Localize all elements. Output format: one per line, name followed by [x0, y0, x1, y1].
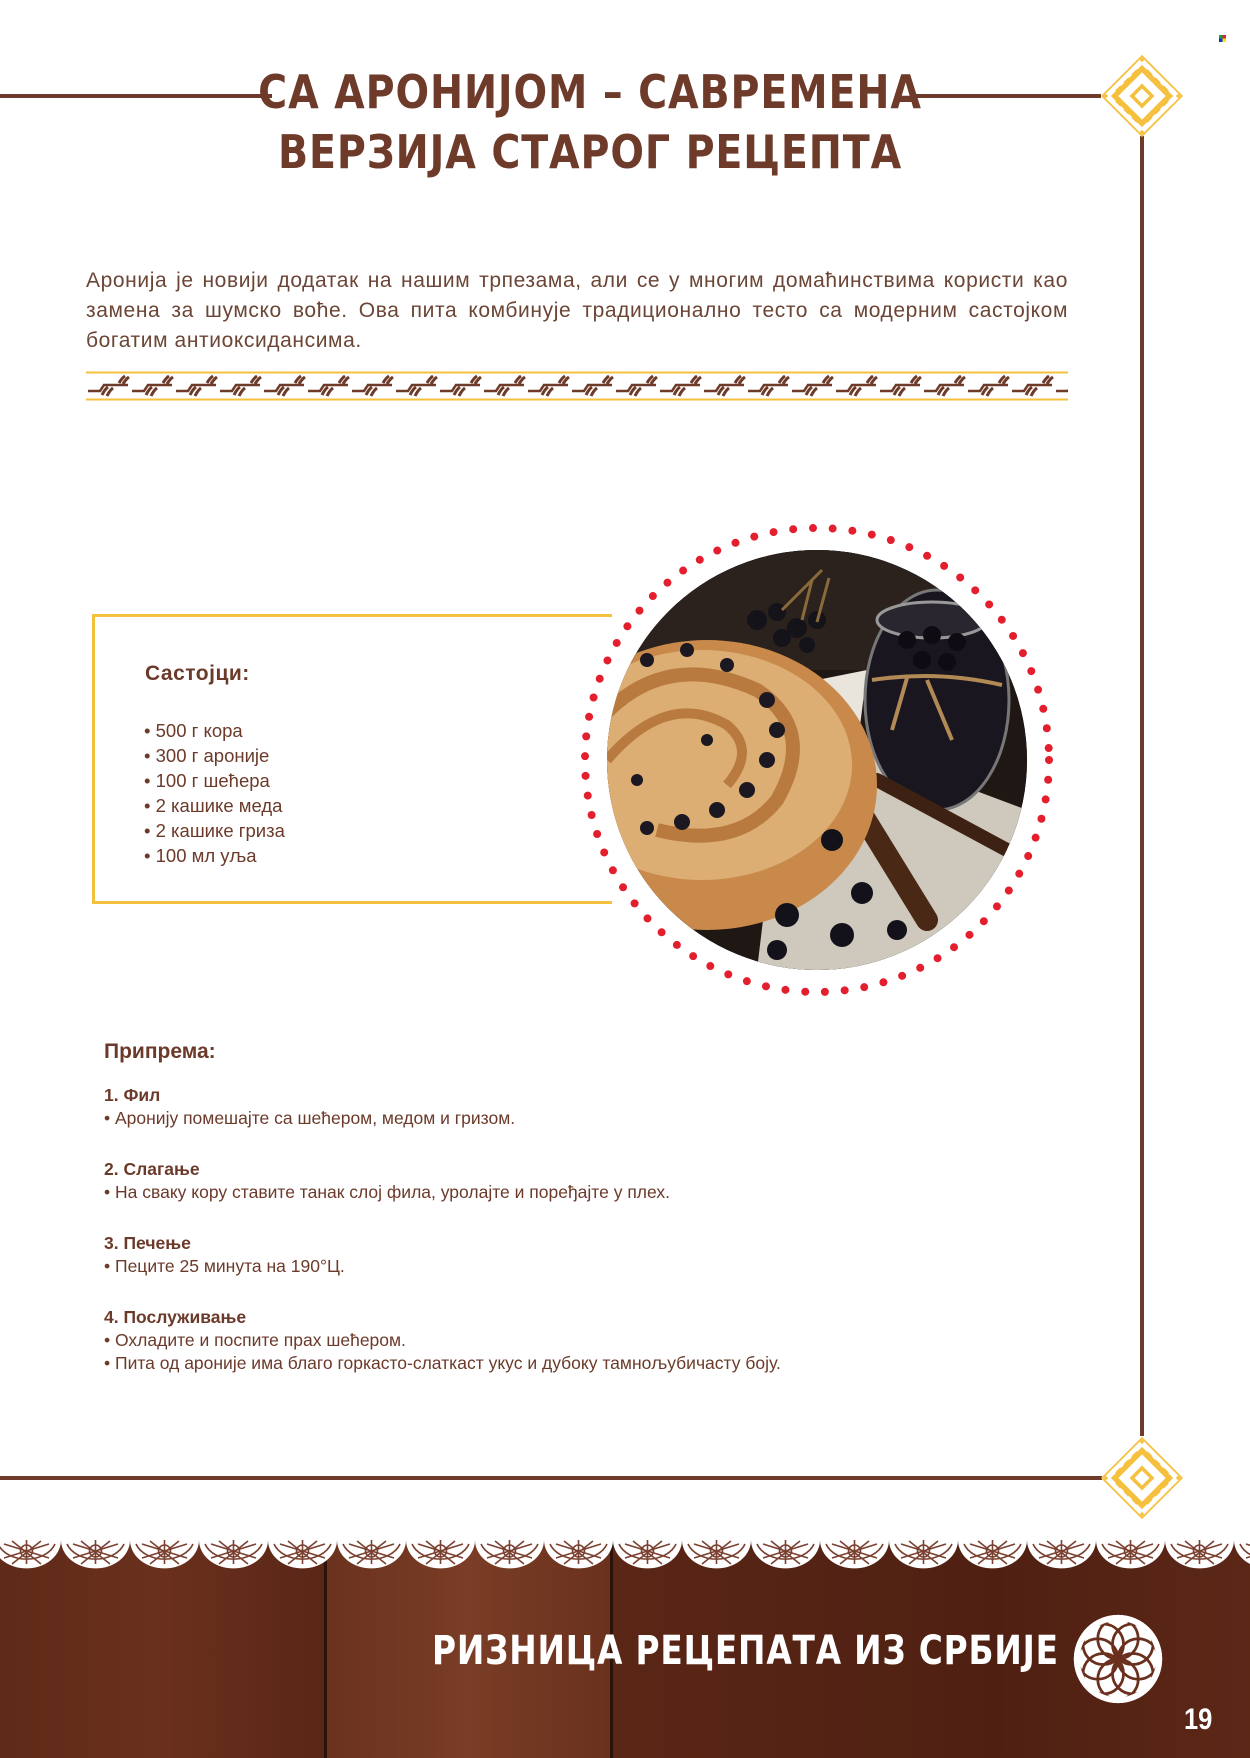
decorative-border-strip	[86, 371, 1068, 401]
ingredient-item: • 100 г шећера	[144, 768, 285, 793]
preparation-step	[104, 1158, 670, 1204]
rosette-emblem-icon	[1072, 1613, 1164, 1705]
ingredient-item: • 2 кашике меда	[144, 793, 285, 818]
color-marker	[1219, 35, 1226, 42]
preparation-step	[104, 1306, 781, 1375]
page-title-line-1: СА АРОНИЈОМ – САВРЕМЕНА	[258, 65, 922, 119]
frame-right-line	[1140, 136, 1144, 1436]
intro-paragraph: Аронија је новији додатак на нашим трпезама, али се у многим домаћинствима користи као замена за шумско воће. Ова пита комбинује традиционално тесто са модерним састојком богатим антиоксидансима.	[86, 269, 1068, 352]
ingredient-item: • 2 кашике гриза	[144, 818, 285, 843]
preparation-step	[104, 1232, 345, 1278]
frame-top-right-line	[911, 94, 1101, 98]
step-heading: 2. Слагање	[104, 1159, 200, 1179]
step-heading: 1. Фил	[104, 1085, 161, 1105]
ingredients-title: Састојци:	[145, 662, 250, 685]
step-bullet: • Пита од ароније има благо горкасто-слаткаст укус и дубоку тамнољубичасту боју.	[104, 1352, 781, 1375]
frame-top-left-line	[0, 94, 272, 98]
lace-border	[0, 1536, 1250, 1570]
ingredient-item: • 300 г ароније	[144, 743, 285, 768]
pie-photo-illustration	[607, 550, 1027, 970]
ingredient-item: • 500 г кора	[144, 718, 285, 743]
recipe-photo	[607, 550, 1027, 970]
step-bullet: • Пеците 25 минута на 190°Ц.	[104, 1255, 345, 1278]
ingredients-list	[144, 718, 285, 868]
book-title: РИЗНИЦА РЕЦЕПАТА ИЗ СРБИЈЕ	[432, 1628, 1059, 1674]
page-title	[255, 62, 926, 182]
frame-bottom-line	[0, 1476, 1102, 1480]
diamond-ornament-icon	[1098, 1434, 1186, 1522]
ingredient-item: • 100 мл уља	[144, 843, 285, 868]
preparation-title: Припрема:	[104, 1040, 216, 1063]
page-number: 19	[1184, 1703, 1213, 1736]
preparation-step	[104, 1084, 515, 1130]
step-heading: 4. Послуживање	[104, 1307, 247, 1327]
diamond-ornament-icon	[1098, 52, 1186, 140]
step-heading: 3. Печење	[104, 1233, 191, 1253]
step-bullet: • Аронију помешајте са шећером, медом и гризом.	[104, 1107, 515, 1130]
step-bullet: • Охладите и поспите прах шећером.	[104, 1329, 781, 1352]
step-bullet: • На сваку кору ставите танак слој фила, уролајте и поређајте у плех.	[104, 1181, 670, 1204]
page-title-line-2: ВЕРЗИЈА СТАРОГ РЕЦЕПТА	[277, 125, 903, 179]
